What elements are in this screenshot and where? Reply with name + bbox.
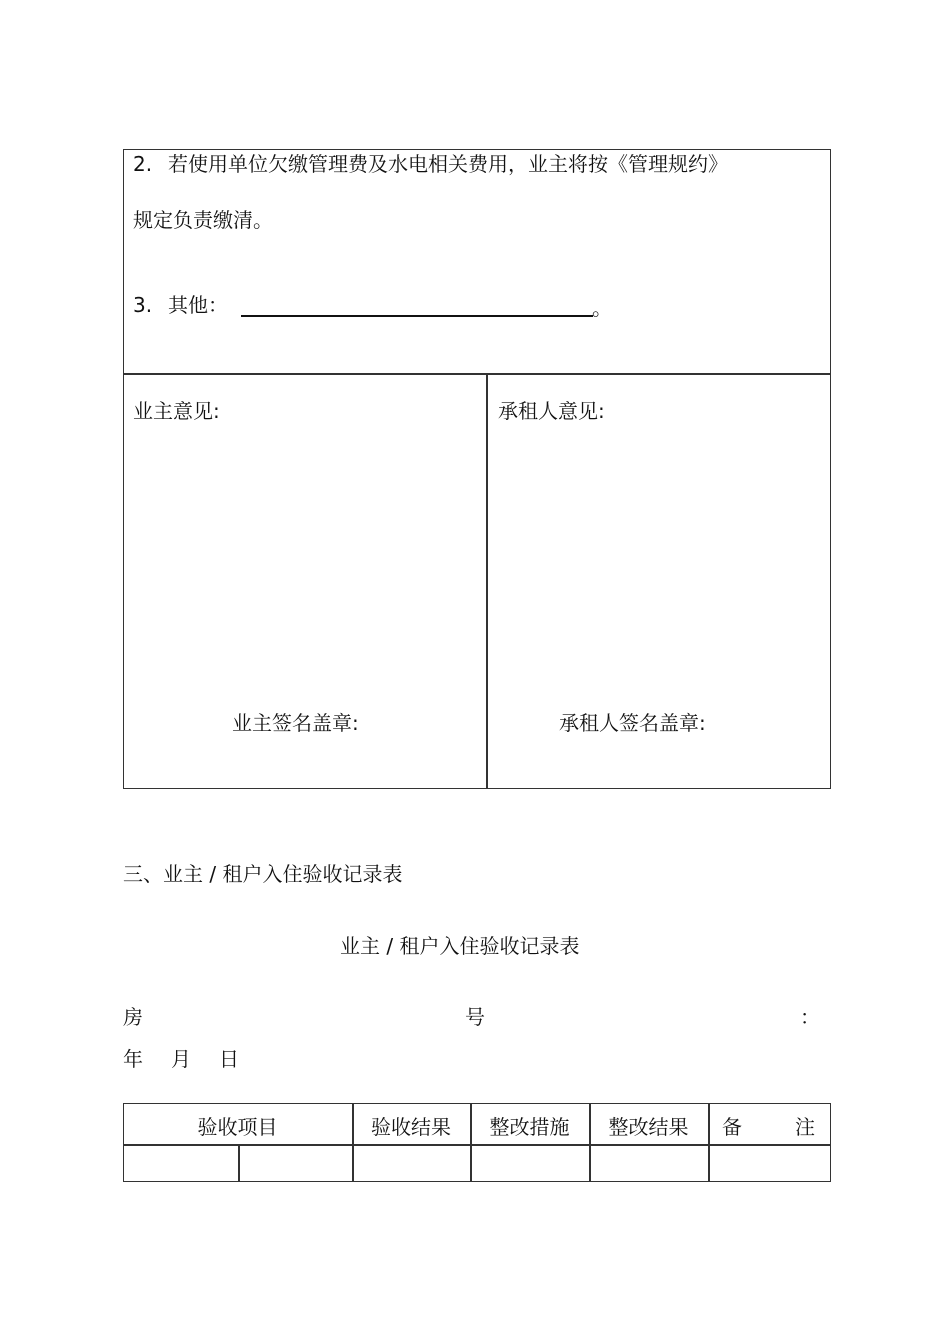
date-month: 月	[171, 1047, 191, 1071]
item2-text-line2: 规定负责缴清。	[133, 208, 273, 232]
owner-opinion-label: 业主意见:	[133, 399, 220, 423]
form-title: 业主 / 租户入住验收记录表	[340, 934, 580, 958]
item2-number: 2.	[133, 152, 153, 176]
opinion-box	[123, 373, 831, 789]
table-cell-rectify-result[interactable]	[591, 1146, 707, 1180]
item3-end-mark: 。	[592, 296, 612, 320]
tenant-opinion-label: 承租人意见:	[498, 399, 605, 423]
room-label-colon: ：	[800, 1005, 820, 1029]
date-year: 年	[123, 1047, 143, 1071]
item3-label: 其他：	[168, 293, 228, 317]
item3-number: 3.	[133, 293, 153, 317]
table-cell-remark[interactable]	[710, 1146, 829, 1180]
table-header-result: 验收结果	[371, 1115, 451, 1139]
room-label-char1: 房	[123, 1005, 143, 1029]
table-cell-item-a[interactable]	[125, 1146, 237, 1180]
room-label-char2: 号	[465, 1005, 485, 1029]
date-day: 日	[219, 1047, 239, 1071]
table-cell-result[interactable]	[354, 1146, 469, 1180]
table-header-remark-char1: 备	[722, 1115, 742, 1139]
table-cell-measures[interactable]	[472, 1146, 588, 1180]
table-header-item: 验收项目	[197, 1115, 278, 1139]
table-cell-item-b[interactable]	[240, 1146, 351, 1180]
item3-blank-line[interactable]	[241, 315, 593, 317]
section3-heading: 三、业主 / 租户入住验收记录表	[123, 862, 403, 886]
tenant-signature-label: 承租人签名盖章:	[559, 711, 706, 735]
opinion-divider	[486, 373, 488, 789]
terms-box	[123, 149, 831, 375]
item2-text-line1: 若使用单位欠缴管理费及水电相关费用，业主将按《管理规约》	[168, 152, 728, 176]
table-header-rectify-result: 整改结果	[608, 1115, 689, 1139]
table-header-measures: 整改措施	[489, 1115, 570, 1139]
table-header-remark-char2: 注	[795, 1115, 815, 1139]
owner-signature-label: 业主签名盖章:	[232, 711, 359, 735]
